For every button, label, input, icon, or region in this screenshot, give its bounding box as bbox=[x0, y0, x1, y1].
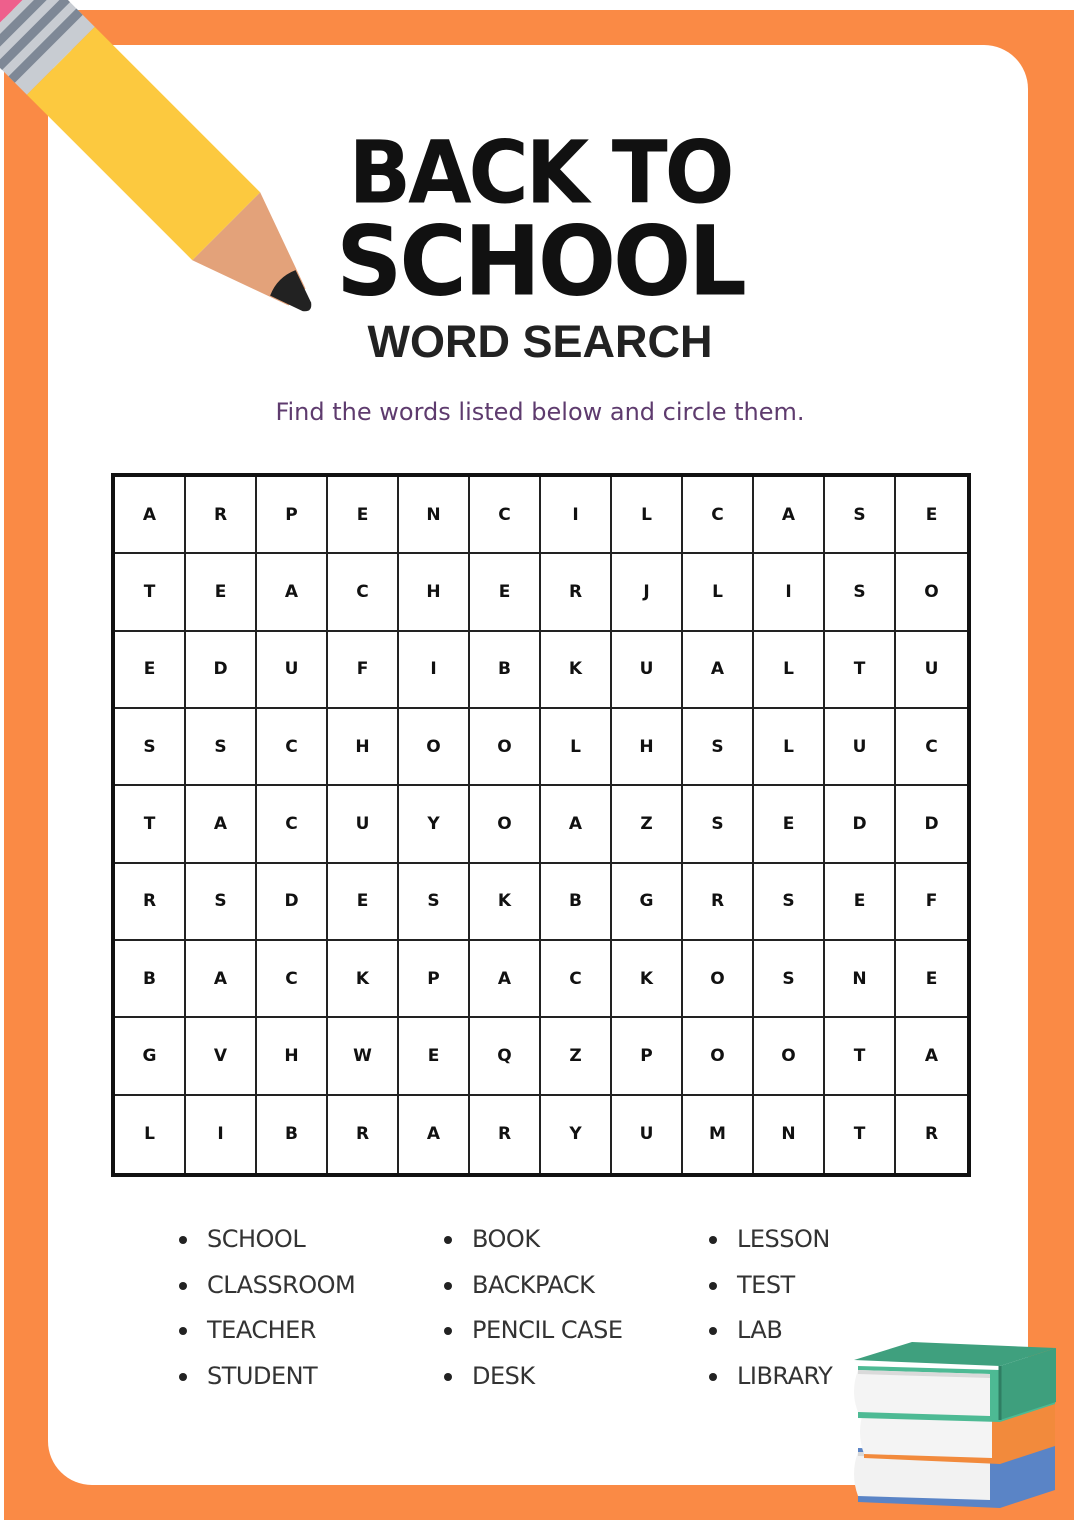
word-label: LIBRARY bbox=[737, 1361, 833, 1390]
grid-cell[interactable]: S bbox=[399, 864, 470, 941]
word-label: TEACHER bbox=[207, 1316, 316, 1344]
grid-cell[interactable]: U bbox=[612, 1096, 683, 1173]
grid-cell[interactable]: O bbox=[754, 1018, 825, 1095]
grid-cell[interactable]: T bbox=[825, 632, 896, 709]
grid-cell[interactable]: Z bbox=[541, 1018, 612, 1095]
word-list-item bbox=[708, 1264, 948, 1310]
word-label: STUDENT bbox=[207, 1361, 318, 1390]
word-label: LESSON bbox=[737, 1225, 830, 1253]
word-list-item bbox=[178, 1355, 418, 1401]
grid-cell[interactable]: O bbox=[683, 941, 754, 1018]
grid-cell[interactable]: I bbox=[541, 477, 612, 554]
grid-cell[interactable]: C bbox=[470, 477, 541, 554]
grid-cell[interactable]: F bbox=[328, 632, 399, 709]
grid-cell[interactable]: U bbox=[612, 632, 683, 709]
grid-cell[interactable]: L bbox=[683, 554, 754, 631]
grid-cell[interactable]: B bbox=[115, 941, 186, 1018]
grid-cell[interactable]: E bbox=[186, 554, 257, 631]
word-list-item bbox=[443, 1309, 683, 1355]
grid-cell[interactable]: S bbox=[825, 554, 896, 631]
grid-cell[interactable]: L bbox=[754, 632, 825, 709]
grid-cell[interactable]: R bbox=[470, 1096, 541, 1173]
grid-cell[interactable]: D bbox=[186, 632, 257, 709]
grid-cell[interactable]: H bbox=[257, 1018, 328, 1095]
grid-cell[interactable]: A bbox=[754, 477, 825, 554]
grid-cell[interactable]: R bbox=[683, 864, 754, 941]
grid-cell[interactable]: N bbox=[754, 1096, 825, 1173]
grid-cell[interactable]: G bbox=[612, 864, 683, 941]
grid-cell[interactable]: U bbox=[328, 786, 399, 863]
grid-cell[interactable]: L bbox=[612, 477, 683, 554]
word-list-item bbox=[708, 1218, 948, 1264]
grid-cell[interactable]: E bbox=[328, 477, 399, 554]
grid-cell[interactable]: O bbox=[683, 1018, 754, 1095]
grid-cell[interactable]: K bbox=[612, 941, 683, 1018]
grid-cell[interactable]: B bbox=[541, 864, 612, 941]
grid-cell[interactable]: G bbox=[115, 1018, 186, 1095]
grid-cell[interactable]: B bbox=[470, 632, 541, 709]
grid-cell[interactable]: S bbox=[825, 477, 896, 554]
books-icon bbox=[850, 1340, 1062, 1510]
grid-cell[interactable]: L bbox=[115, 1096, 186, 1173]
grid-cell[interactable]: Z bbox=[612, 786, 683, 863]
grid-cell[interactable]: N bbox=[825, 941, 896, 1018]
grid-cell[interactable]: C bbox=[896, 709, 967, 786]
grid-cell[interactable]: S bbox=[186, 709, 257, 786]
grid-cell[interactable]: R bbox=[328, 1096, 399, 1173]
grid-cell[interactable]: C bbox=[257, 941, 328, 1018]
grid-cell[interactable]: O bbox=[399, 709, 470, 786]
grid-cell[interactable]: S bbox=[186, 864, 257, 941]
instruction-text: Find the words listed below and circle them. bbox=[275, 398, 805, 426]
grid-cell[interactable]: A bbox=[683, 632, 754, 709]
word-label: CLASSROOM bbox=[207, 1270, 356, 1299]
grid-cell[interactable]: T bbox=[115, 554, 186, 631]
word-label: SCHOOL bbox=[207, 1225, 306, 1253]
bullet-icon bbox=[179, 1236, 187, 1244]
grid-cell[interactable]: O bbox=[896, 554, 967, 631]
word-label: BACKPACK bbox=[472, 1270, 595, 1299]
word-label: PENCIL CASE bbox=[472, 1316, 623, 1344]
grid-cell[interactable]: T bbox=[115, 786, 186, 863]
bullet-icon bbox=[709, 1327, 717, 1335]
bullet-icon bbox=[709, 1236, 717, 1244]
grid-cell[interactable]: Y bbox=[541, 1096, 612, 1173]
grid-cell[interactable]: W bbox=[328, 1018, 399, 1095]
grid-cell[interactable]: U bbox=[257, 632, 328, 709]
grid-cell[interactable]: I bbox=[186, 1096, 257, 1173]
book-top bbox=[854, 1342, 1056, 1422]
grid-cell[interactable]: P bbox=[257, 477, 328, 554]
word-label: DESK bbox=[472, 1361, 535, 1390]
grid-cell[interactable]: C bbox=[328, 554, 399, 631]
bullet-icon bbox=[179, 1373, 187, 1381]
grid-cell[interactable]: Y bbox=[399, 786, 470, 863]
grid-cell[interactable]: N bbox=[399, 477, 470, 554]
word-label: BOOK bbox=[472, 1225, 540, 1253]
word-list-item bbox=[178, 1218, 418, 1264]
grid-cell[interactable]: F bbox=[896, 864, 967, 941]
bullet-icon bbox=[179, 1327, 187, 1335]
word-list bbox=[178, 1218, 878, 1398]
grid-cell[interactable]: E bbox=[470, 554, 541, 631]
grid-cell[interactable]: T bbox=[825, 1096, 896, 1173]
grid-cell[interactable]: A bbox=[470, 941, 541, 1018]
grid-cell[interactable]: S bbox=[683, 786, 754, 863]
grid-cell[interactable]: L bbox=[754, 709, 825, 786]
bullet-icon bbox=[179, 1282, 187, 1290]
word-label: TEST bbox=[737, 1270, 795, 1299]
grid-cell[interactable]: K bbox=[328, 941, 399, 1018]
word-list-item bbox=[443, 1218, 683, 1264]
bullet-icon bbox=[444, 1327, 452, 1335]
grid-cell[interactable]: E bbox=[825, 864, 896, 941]
word-list-item bbox=[178, 1309, 418, 1355]
grid-cell[interactable]: H bbox=[328, 709, 399, 786]
grid-cell[interactable]: S bbox=[754, 941, 825, 1018]
grid-cell[interactable]: B bbox=[257, 1096, 328, 1173]
grid-cell[interactable]: H bbox=[399, 554, 470, 631]
grid-cell[interactable]: L bbox=[541, 709, 612, 786]
bullet-icon bbox=[444, 1282, 452, 1290]
grid-cell[interactable]: C bbox=[541, 941, 612, 1018]
bullet-icon bbox=[444, 1373, 452, 1381]
subtitle: WORD SEARCH bbox=[367, 316, 713, 367]
grid-cell[interactable]: A bbox=[115, 477, 186, 554]
grid-cell[interactable]: U bbox=[896, 632, 967, 709]
grid-cell[interactable]: A bbox=[186, 786, 257, 863]
word-label: LAB bbox=[737, 1316, 783, 1344]
grid-cell[interactable]: D bbox=[257, 864, 328, 941]
word-search-grid bbox=[111, 473, 971, 1177]
grid-cell[interactable]: R bbox=[115, 864, 186, 941]
grid-cell[interactable]: S bbox=[754, 864, 825, 941]
grid-cell[interactable]: E bbox=[328, 864, 399, 941]
grid-cell[interactable]: V bbox=[186, 1018, 257, 1095]
grid-cell[interactable]: E bbox=[399, 1018, 470, 1095]
title-line-1: BACK TO bbox=[348, 123, 732, 224]
word-list-column-1 bbox=[178, 1218, 418, 1400]
grid-cell[interactable]: K bbox=[470, 864, 541, 941]
grid-cell[interactable]: C bbox=[257, 709, 328, 786]
grid-cell[interactable]: C bbox=[257, 786, 328, 863]
grid-cell[interactable]: A bbox=[257, 554, 328, 631]
grid-cell[interactable]: M bbox=[683, 1096, 754, 1173]
grid-cell[interactable]: A bbox=[186, 941, 257, 1018]
grid-cell[interactable]: O bbox=[470, 786, 541, 863]
word-list-column-2 bbox=[443, 1218, 683, 1400]
grid-cell[interactable]: C bbox=[683, 477, 754, 554]
grid-cell[interactable]: R bbox=[186, 477, 257, 554]
word-list-item bbox=[443, 1264, 683, 1310]
grid-cell[interactable]: P bbox=[612, 1018, 683, 1095]
grid-cell[interactable]: D bbox=[896, 786, 967, 863]
grid-cell[interactable]: T bbox=[825, 1018, 896, 1095]
grid-cell[interactable]: I bbox=[399, 632, 470, 709]
word-list-item bbox=[443, 1355, 683, 1401]
grid-cell[interactable]: J bbox=[612, 554, 683, 631]
grid-cell[interactable]: Q bbox=[470, 1018, 541, 1095]
grid-cell[interactable]: O bbox=[470, 709, 541, 786]
grid-cell[interactable]: E bbox=[754, 786, 825, 863]
bullet-icon bbox=[444, 1236, 452, 1244]
grid-cell[interactable]: E bbox=[115, 632, 186, 709]
grid-cell[interactable]: A bbox=[399, 1096, 470, 1173]
grid-cell[interactable]: S bbox=[115, 709, 186, 786]
grid-cell[interactable]: D bbox=[825, 786, 896, 863]
grid-cell[interactable]: E bbox=[896, 477, 967, 554]
grid-cell[interactable]: K bbox=[541, 632, 612, 709]
grid-cell[interactable]: A bbox=[896, 1018, 967, 1095]
bullet-icon bbox=[709, 1373, 717, 1381]
grid-cell[interactable]: P bbox=[399, 941, 470, 1018]
grid-cell[interactable]: H bbox=[612, 709, 683, 786]
grid-cell[interactable]: R bbox=[924, 1124, 939, 1145]
word-list-item bbox=[178, 1264, 418, 1310]
grid-cell[interactable]: R bbox=[541, 554, 612, 631]
grid-cell[interactable]: S bbox=[683, 709, 754, 786]
grid-cell[interactable]: E bbox=[896, 941, 967, 1018]
grid-cell[interactable]: U bbox=[825, 709, 896, 786]
bullet-icon bbox=[709, 1282, 717, 1290]
grid-cell[interactable]: I bbox=[754, 554, 825, 631]
grid-cell[interactable]: A bbox=[541, 786, 612, 863]
title-line-2: SCHOOL bbox=[336, 205, 744, 318]
